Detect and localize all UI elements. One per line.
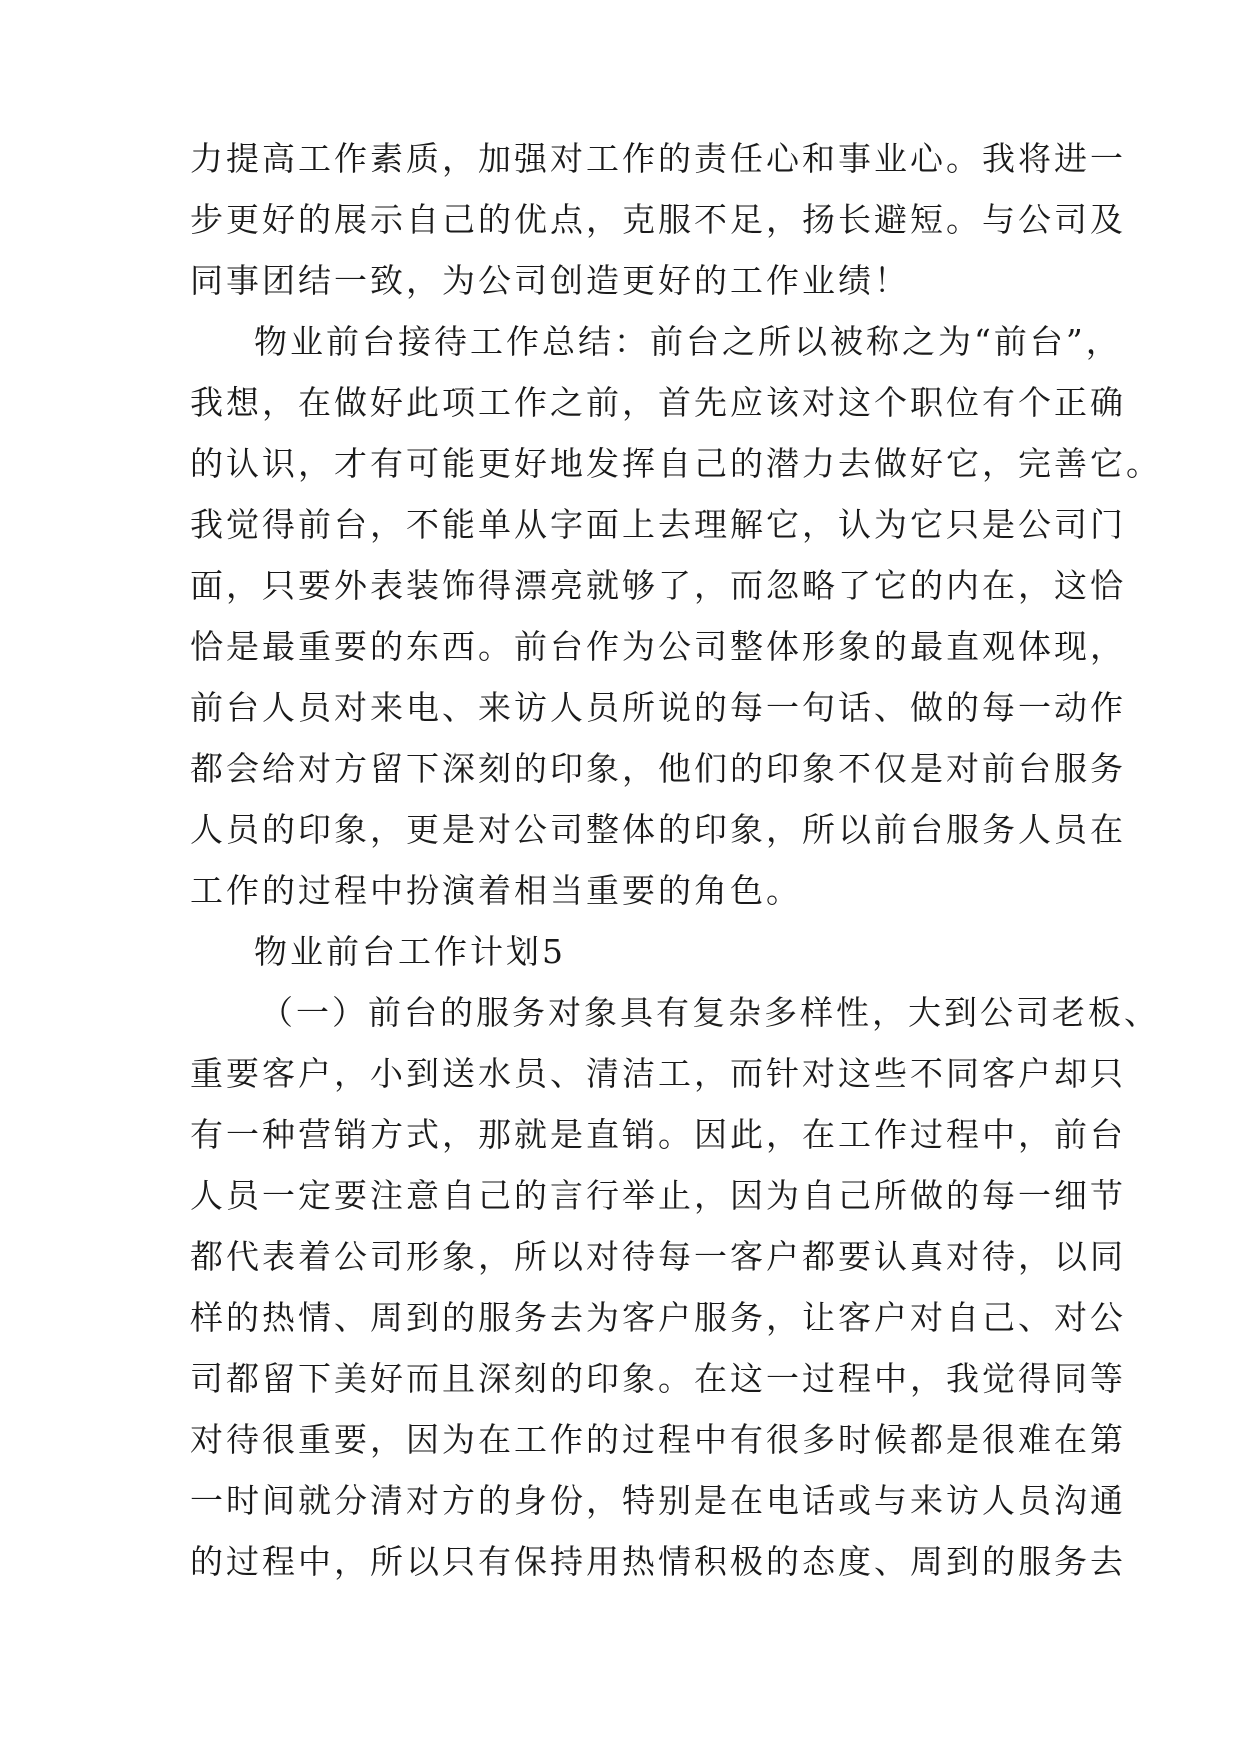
text-line-17: 有一种营销方式，那就是直销。因此，在工作过程中，前台 xyxy=(190,1115,1126,1154)
section-heading: 物业前台工作计划5 xyxy=(254,932,566,971)
text-line-22: 对待很重要，因为在工作的过程中有很多时候都是很难在第 xyxy=(190,1420,1126,1459)
text-line-24: 的过程中，所以只有保持用热情积极的态度、周到的服务去 xyxy=(190,1542,1126,1581)
text-line-16: 重要客户，小到送水员、清洁工，而针对这些不同客户却只 xyxy=(190,1054,1126,1093)
text-line-20: 样的热情、周到的服务去为客户服务，让客户对自己、对公 xyxy=(190,1298,1126,1337)
text-line-9: 恰是最重要的东西。前台作为公司整体形象的最直观体现， xyxy=(190,627,1126,666)
text-line-7: 我觉得前台，不能单从字面上去理解它，认为它只是公司门 xyxy=(190,505,1126,544)
text-line-19: 都代表着公司形象，所以对待每一客户都要认真对待，以同 xyxy=(190,1237,1126,1276)
text-line-5: 我想，在做好此项工作之前，首先应该对这个职位有个正确 xyxy=(190,383,1126,422)
text-line-13: 工作的过程中扮演着相当重要的角色。 xyxy=(190,871,802,910)
text-line-8: 面，只要外表装饰得漂亮就够了，而忽略了它的内在，这恰 xyxy=(190,566,1126,605)
text-line-18: 人员一定要注意自己的言行举止，因为自己所做的每一细节 xyxy=(190,1176,1126,1215)
text-line-23: 一时间就分清对方的身份，特别是在电话或与来访人员沟通 xyxy=(190,1481,1126,1520)
text-line-1: 力提高工作素质，加强对工作的责任心和事业心。我将进一 xyxy=(190,139,1126,178)
paragraph-start-item-1: （一）前台的服务对象具有复杂多样性，大到公司老板、 xyxy=(260,993,1160,1032)
text-line-6: 的认识，才有可能更好地发挥自己的潜力去做好它，完善它。 xyxy=(190,444,1162,483)
text-line-11: 都会给对方留下深刻的印象，他们的印象不仅是对前台服务 xyxy=(190,749,1126,788)
paragraph-start-summary: 物业前台接待工作总结：前台之所以被称之为“前台”， xyxy=(254,322,1122,361)
text-line-21: 司都留下美好而且深刻的印象。在这一过程中，我觉得同等 xyxy=(190,1359,1126,1398)
text-line-12: 人员的印象，更是对公司整体的印象，所以前台服务人员在 xyxy=(190,810,1126,849)
text-line-2: 步更好的展示自己的优点，克服不足，扬长避短。与公司及 xyxy=(190,200,1126,239)
document-body xyxy=(190,128,1162,1592)
text-line-3: 同事团结一致，为公司创造更好的工作业绩！ xyxy=(190,261,910,300)
text-line-10: 前台人员对来电、来访人员所说的每一句话、做的每一动作 xyxy=(190,688,1126,727)
